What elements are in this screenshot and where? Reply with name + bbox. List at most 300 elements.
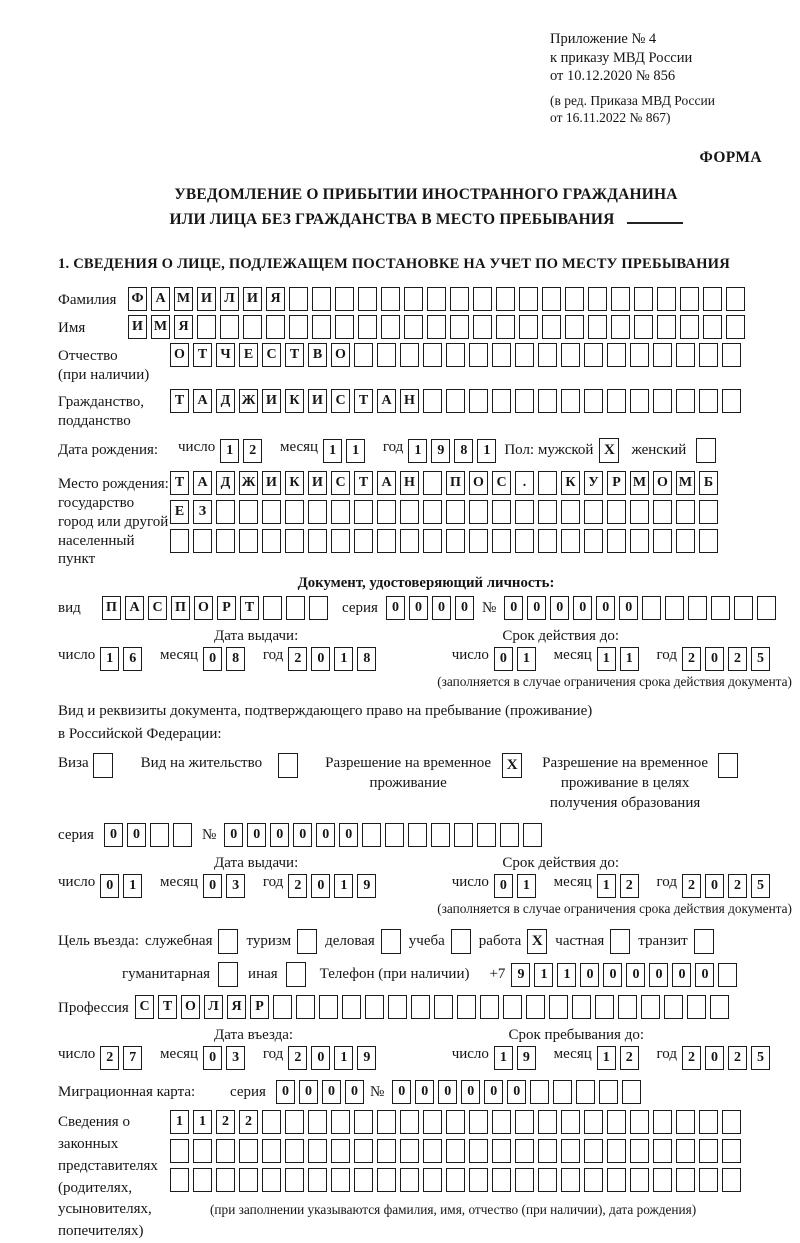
purpose-tourism-checkbox[interactable] (297, 929, 317, 954)
char-box[interactable]: 8 (357, 647, 376, 671)
char-box[interactable] (446, 343, 465, 367)
char-box[interactable] (400, 500, 419, 524)
char-box[interactable]: О (194, 596, 213, 620)
char-box[interactable] (285, 500, 304, 524)
char-box[interactable] (377, 1110, 396, 1134)
char-box[interactable] (381, 287, 400, 311)
char-box[interactable] (423, 529, 442, 553)
char-box[interactable] (526, 995, 545, 1019)
char-box[interactable]: 9 (357, 874, 376, 898)
char-box[interactable] (519, 287, 538, 311)
char-box[interactable] (446, 1139, 465, 1163)
char-box[interactable]: 2 (728, 1046, 747, 1070)
char-box[interactable] (710, 995, 729, 1019)
char-box[interactable]: 0 (247, 823, 266, 847)
char-box[interactable] (285, 529, 304, 553)
char-box[interactable]: У (584, 471, 603, 495)
char-box[interactable]: О (331, 343, 350, 367)
char-box[interactable]: С (135, 995, 154, 1019)
char-box[interactable]: В (308, 343, 327, 367)
char-box[interactable]: 0 (550, 596, 569, 620)
char-box[interactable] (515, 1139, 534, 1163)
char-box[interactable] (404, 315, 423, 339)
char-box[interactable]: 1 (494, 1046, 513, 1070)
char-box[interactable]: 1 (597, 647, 616, 671)
char-box[interactable] (722, 343, 741, 367)
purpose-private-checkbox[interactable] (610, 929, 630, 954)
char-box[interactable] (312, 287, 331, 311)
char-box[interactable] (515, 500, 534, 524)
char-box[interactable]: 0 (386, 596, 405, 620)
char-box[interactable]: А (377, 389, 396, 413)
char-box[interactable] (676, 1110, 695, 1134)
char-box[interactable] (431, 823, 450, 847)
char-box[interactable]: 2 (682, 1046, 701, 1070)
char-box[interactable]: 0 (270, 823, 289, 847)
char-box[interactable] (676, 1168, 695, 1192)
char-box[interactable]: 0 (507, 1080, 526, 1104)
char-box[interactable] (722, 1168, 741, 1192)
char-box[interactable] (699, 529, 718, 553)
char-box[interactable]: Ж (239, 389, 258, 413)
char-box[interactable]: К (285, 471, 304, 495)
char-box[interactable]: 0 (705, 874, 724, 898)
char-box[interactable] (385, 823, 404, 847)
char-box[interactable]: 0 (345, 1080, 364, 1104)
char-box[interactable]: П (171, 596, 190, 620)
char-box[interactable]: М (676, 471, 695, 495)
char-box[interactable]: А (193, 471, 212, 495)
char-box[interactable]: 2 (728, 874, 747, 898)
char-box[interactable] (239, 1139, 258, 1163)
char-box[interactable] (446, 1110, 465, 1134)
char-box[interactable]: 1 (334, 1046, 353, 1070)
char-box[interactable]: Т (170, 471, 189, 495)
char-box[interactable] (308, 1110, 327, 1134)
char-box[interactable] (515, 1110, 534, 1134)
visa-checkbox[interactable] (93, 753, 113, 778)
char-box[interactable] (703, 287, 722, 311)
char-box[interactable] (335, 287, 354, 311)
char-box[interactable]: И (308, 471, 327, 495)
char-box[interactable] (503, 995, 522, 1019)
char-box[interactable]: 2 (288, 1046, 307, 1070)
char-box[interactable] (408, 823, 427, 847)
purpose-work-checkbox[interactable]: X (527, 929, 547, 954)
char-box[interactable] (722, 1139, 741, 1163)
char-box[interactable] (266, 315, 285, 339)
char-box[interactable] (584, 529, 603, 553)
char-box[interactable] (630, 529, 649, 553)
char-box[interactable] (381, 315, 400, 339)
char-box[interactable] (193, 529, 212, 553)
char-box[interactable]: 1 (517, 647, 536, 671)
char-box[interactable] (377, 1139, 396, 1163)
char-box[interactable] (262, 1110, 281, 1134)
char-box[interactable]: 9 (511, 963, 530, 987)
char-box[interactable] (519, 315, 538, 339)
char-box[interactable] (286, 596, 305, 620)
char-box[interactable] (423, 343, 442, 367)
char-box[interactable]: 0 (504, 596, 523, 620)
char-box[interactable]: 5 (751, 874, 770, 898)
char-box[interactable] (492, 500, 511, 524)
char-box[interactable] (607, 500, 626, 524)
char-box[interactable]: И (197, 287, 216, 311)
char-box[interactable]: 0 (127, 823, 146, 847)
char-box[interactable] (365, 995, 384, 1019)
char-box[interactable] (634, 287, 653, 311)
char-box[interactable]: 1 (534, 963, 553, 987)
char-box[interactable] (630, 1110, 649, 1134)
char-box[interactable]: Л (220, 287, 239, 311)
char-box[interactable] (565, 287, 584, 311)
char-box[interactable] (576, 1080, 595, 1104)
char-box[interactable]: 1 (334, 874, 353, 898)
char-box[interactable]: Л (204, 995, 223, 1019)
char-box[interactable] (653, 343, 672, 367)
char-box[interactable]: Ж (239, 471, 258, 495)
char-box[interactable]: 0 (203, 1046, 222, 1070)
char-box[interactable]: М (630, 471, 649, 495)
char-box[interactable]: Е (239, 343, 258, 367)
temp-residence-checkbox[interactable]: X (502, 753, 522, 778)
char-box[interactable] (492, 389, 511, 413)
char-box[interactable] (500, 823, 519, 847)
char-box[interactable]: 0 (415, 1080, 434, 1104)
char-box[interactable] (561, 1139, 580, 1163)
char-box[interactable]: 0 (596, 596, 615, 620)
char-box[interactable] (423, 389, 442, 413)
char-box[interactable] (561, 500, 580, 524)
char-box[interactable] (699, 343, 718, 367)
char-box[interactable]: 3 (226, 1046, 245, 1070)
char-box[interactable]: 5 (751, 1046, 770, 1070)
char-box[interactable] (515, 529, 534, 553)
char-box[interactable] (446, 389, 465, 413)
char-box[interactable]: Ч (216, 343, 235, 367)
purpose-other-checkbox[interactable] (286, 962, 306, 987)
char-box[interactable] (170, 1168, 189, 1192)
char-box[interactable]: 1 (620, 647, 639, 671)
char-box[interactable]: 0 (672, 963, 691, 987)
char-box[interactable] (599, 1080, 618, 1104)
char-box[interactable] (641, 995, 660, 1019)
char-box[interactable]: 8 (226, 647, 245, 671)
char-box[interactable]: 1 (334, 647, 353, 671)
char-box[interactable] (388, 995, 407, 1019)
purpose-official-checkbox[interactable] (218, 929, 238, 954)
char-box[interactable]: Я (266, 287, 285, 311)
char-box[interactable] (285, 1139, 304, 1163)
char-box[interactable] (331, 1139, 350, 1163)
char-box[interactable]: 2 (728, 647, 747, 671)
char-box[interactable]: 0 (104, 823, 123, 847)
char-box[interactable] (273, 995, 292, 1019)
char-box[interactable]: 3 (226, 874, 245, 898)
char-box[interactable]: 8 (454, 439, 473, 463)
char-box[interactable] (676, 1139, 695, 1163)
char-box[interactable] (262, 529, 281, 553)
purpose-study-checkbox[interactable] (451, 929, 471, 954)
char-box[interactable] (676, 529, 695, 553)
char-box[interactable] (549, 995, 568, 1019)
char-box[interactable]: 2 (100, 1046, 119, 1070)
char-box[interactable]: 0 (316, 823, 335, 847)
char-box[interactable] (538, 1168, 557, 1192)
char-box[interactable]: 1 (123, 874, 142, 898)
char-box[interactable] (538, 471, 557, 495)
purpose-transit-checkbox[interactable] (694, 929, 714, 954)
char-box[interactable] (653, 500, 672, 524)
char-box[interactable] (699, 389, 718, 413)
char-box[interactable] (377, 1168, 396, 1192)
char-box[interactable]: 0 (484, 1080, 503, 1104)
char-box[interactable] (561, 389, 580, 413)
char-box[interactable]: 2 (243, 439, 262, 463)
char-box[interactable]: М (151, 315, 170, 339)
char-box[interactable]: 0 (299, 1080, 318, 1104)
char-box[interactable] (699, 1168, 718, 1192)
char-box[interactable]: Т (354, 389, 373, 413)
char-box[interactable] (170, 529, 189, 553)
char-box[interactable]: Н (400, 471, 419, 495)
char-box[interactable] (469, 343, 488, 367)
char-box[interactable]: Д (216, 389, 235, 413)
char-box[interactable]: 0 (455, 596, 474, 620)
char-box[interactable] (611, 287, 630, 311)
char-box[interactable] (757, 596, 776, 620)
char-box[interactable] (216, 529, 235, 553)
char-box[interactable]: 2 (288, 647, 307, 671)
char-box[interactable] (492, 529, 511, 553)
char-box[interactable] (653, 1110, 672, 1134)
char-box[interactable]: С (492, 471, 511, 495)
char-box[interactable] (354, 529, 373, 553)
temp-residence-education-checkbox[interactable] (718, 753, 738, 778)
char-box[interactable] (480, 995, 499, 1019)
char-box[interactable] (331, 1110, 350, 1134)
char-box[interactable]: 0 (494, 874, 513, 898)
char-box[interactable]: 1 (408, 439, 427, 463)
char-box[interactable]: П (446, 471, 465, 495)
char-box[interactable] (423, 1139, 442, 1163)
char-box[interactable] (354, 1168, 373, 1192)
char-box[interactable] (216, 500, 235, 524)
char-box[interactable]: 6 (123, 647, 142, 671)
char-box[interactable] (572, 995, 591, 1019)
char-box[interactable] (193, 1139, 212, 1163)
char-box[interactable] (607, 389, 626, 413)
char-box[interactable] (434, 995, 453, 1019)
char-box[interactable] (457, 995, 476, 1019)
char-box[interactable] (622, 1080, 641, 1104)
char-box[interactable] (699, 500, 718, 524)
char-box[interactable]: 0 (311, 874, 330, 898)
purpose-business-checkbox[interactable] (381, 929, 401, 954)
char-box[interactable]: 2 (620, 874, 639, 898)
char-box[interactable] (377, 343, 396, 367)
char-box[interactable]: 7 (123, 1046, 142, 1070)
char-box[interactable] (630, 389, 649, 413)
char-box[interactable] (170, 1139, 189, 1163)
char-box[interactable]: 0 (438, 1080, 457, 1104)
char-box[interactable] (642, 596, 661, 620)
char-box[interactable] (607, 1110, 626, 1134)
char-box[interactable]: 0 (494, 647, 513, 671)
char-box[interactable]: 0 (392, 1080, 411, 1104)
char-box[interactable]: 2 (239, 1110, 258, 1134)
char-box[interactable] (653, 1139, 672, 1163)
char-box[interactable]: 2 (682, 874, 701, 898)
char-box[interactable]: К (561, 471, 580, 495)
char-box[interactable] (584, 1139, 603, 1163)
char-box[interactable]: 0 (705, 647, 724, 671)
char-box[interactable]: 0 (100, 874, 119, 898)
char-box[interactable] (400, 529, 419, 553)
char-box[interactable] (469, 1139, 488, 1163)
char-box[interactable]: . (515, 471, 534, 495)
sex-female-checkbox[interactable] (696, 438, 716, 463)
char-box[interactable] (711, 596, 730, 620)
char-box[interactable] (676, 389, 695, 413)
char-box[interactable]: Т (285, 343, 304, 367)
char-box[interactable]: О (653, 471, 672, 495)
char-box[interactable]: 1 (597, 874, 616, 898)
char-box[interactable]: 1 (170, 1110, 189, 1134)
char-box[interactable]: 0 (619, 596, 638, 620)
char-box[interactable]: И (243, 287, 262, 311)
char-box[interactable] (530, 1080, 549, 1104)
char-box[interactable]: 9 (517, 1046, 536, 1070)
char-box[interactable] (400, 1139, 419, 1163)
char-box[interactable]: 1 (323, 439, 342, 463)
char-box[interactable] (312, 315, 331, 339)
char-box[interactable] (496, 315, 515, 339)
char-box[interactable]: 1 (220, 439, 239, 463)
char-box[interactable] (538, 1110, 557, 1134)
char-box[interactable] (400, 1110, 419, 1134)
char-box[interactable] (308, 1139, 327, 1163)
char-box[interactable] (354, 1110, 373, 1134)
char-box[interactable] (584, 500, 603, 524)
char-box[interactable] (400, 343, 419, 367)
char-box[interactable] (289, 315, 308, 339)
char-box[interactable] (538, 500, 557, 524)
char-box[interactable] (653, 529, 672, 553)
char-box[interactable]: И (128, 315, 147, 339)
char-box[interactable]: 2 (620, 1046, 639, 1070)
char-box[interactable] (665, 596, 684, 620)
char-box[interactable] (285, 1168, 304, 1192)
char-box[interactable] (538, 1139, 557, 1163)
char-box[interactable] (588, 287, 607, 311)
char-box[interactable] (377, 500, 396, 524)
char-box[interactable] (688, 596, 707, 620)
char-box[interactable] (630, 343, 649, 367)
char-box[interactable] (150, 823, 169, 847)
char-box[interactable] (565, 315, 584, 339)
char-box[interactable]: 1 (193, 1110, 212, 1134)
char-box[interactable] (653, 1168, 672, 1192)
char-box[interactable] (687, 995, 706, 1019)
char-box[interactable] (726, 315, 745, 339)
char-box[interactable] (473, 315, 492, 339)
char-box[interactable] (427, 287, 446, 311)
char-box[interactable]: Т (170, 389, 189, 413)
char-box[interactable] (726, 287, 745, 311)
char-box[interactable] (263, 596, 282, 620)
char-box[interactable] (450, 315, 469, 339)
char-box[interactable] (423, 1110, 442, 1134)
char-box[interactable]: Р (250, 995, 269, 1019)
char-box[interactable] (584, 343, 603, 367)
char-box[interactable]: 0 (649, 963, 668, 987)
char-box[interactable] (308, 1168, 327, 1192)
char-box[interactable] (584, 1110, 603, 1134)
char-box[interactable]: 0 (527, 596, 546, 620)
char-box[interactable]: О (181, 995, 200, 1019)
char-box[interactable] (377, 529, 396, 553)
char-box[interactable]: 0 (432, 596, 451, 620)
char-box[interactable] (362, 823, 381, 847)
char-box[interactable] (358, 315, 377, 339)
char-box[interactable]: Н (400, 389, 419, 413)
char-box[interactable] (561, 529, 580, 553)
char-box[interactable]: Е (170, 500, 189, 524)
purpose-humanitarian-checkbox[interactable] (218, 962, 238, 987)
char-box[interactable] (404, 287, 423, 311)
char-box[interactable] (354, 500, 373, 524)
char-box[interactable] (469, 529, 488, 553)
char-box[interactable]: 0 (603, 963, 622, 987)
char-box[interactable]: 0 (203, 647, 222, 671)
char-box[interactable] (446, 1168, 465, 1192)
char-box[interactable]: О (170, 343, 189, 367)
char-box[interactable]: И (308, 389, 327, 413)
char-box[interactable] (515, 389, 534, 413)
char-box[interactable]: Ф (128, 287, 147, 311)
char-box[interactable] (699, 1139, 718, 1163)
char-box[interactable] (657, 287, 676, 311)
char-box[interactable] (634, 315, 653, 339)
char-box[interactable] (542, 287, 561, 311)
char-box[interactable] (676, 500, 695, 524)
char-box[interactable] (538, 529, 557, 553)
char-box[interactable]: 1 (346, 439, 365, 463)
char-box[interactable]: 0 (311, 647, 330, 671)
residence-permit-checkbox[interactable] (278, 753, 298, 778)
char-box[interactable]: М (174, 287, 193, 311)
char-box[interactable] (722, 1110, 741, 1134)
char-box[interactable] (239, 1168, 258, 1192)
char-box[interactable] (538, 343, 557, 367)
char-box[interactable] (680, 287, 699, 311)
char-box[interactable] (289, 287, 308, 311)
char-box[interactable] (561, 1168, 580, 1192)
char-box[interactable] (285, 1110, 304, 1134)
char-box[interactable] (611, 315, 630, 339)
char-box[interactable]: А (193, 389, 212, 413)
char-box[interactable] (492, 1110, 511, 1134)
char-box[interactable] (335, 315, 354, 339)
char-box[interactable]: И (262, 471, 281, 495)
char-box[interactable] (446, 500, 465, 524)
char-box[interactable] (450, 287, 469, 311)
char-box[interactable] (630, 1168, 649, 1192)
char-box[interactable] (423, 500, 442, 524)
char-box[interactable]: 1 (517, 874, 536, 898)
